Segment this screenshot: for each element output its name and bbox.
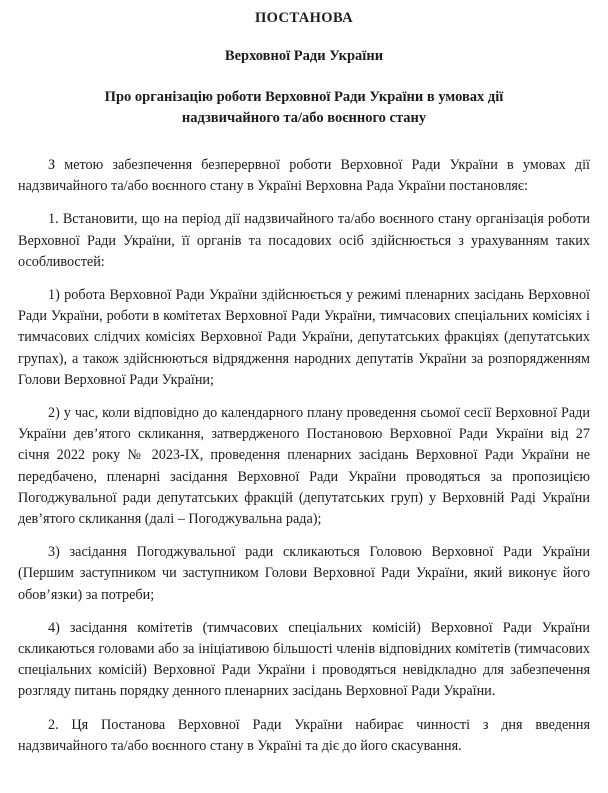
document-heading: [69, 87, 539, 129]
paragraph-clause-2: 2. Ця Постанова Верховної Ради України набирає чинності з дня введення надзвичайного та/або воєнного стану в Україні та діє до його скасування.: [18, 716, 590, 754]
paragraph-preamble: З метою забезпечення безперервної роботи Верховної Ради України в умовах дії надзвичайного та/або воєнного стану в Україні Верховна Рада України постановляє:: [18, 157, 590, 195]
document-subtitle: Верховної Ради України: [224, 48, 384, 64]
document-body: [18, 0, 590, 757]
paragraph-subclause-4: 4) засідання комітетів (тимчасових спеціальних комісій) Верховної Ради України скликаються головами або за ініціативою більшості членів відповідних комітетів (тимчасових спеціальних комісій) Верховної Ради України і проводяться невідкладно для забезпечення розгляду питань порядку денного пленарних засідань Верховної Ради України.: [18, 619, 590, 700]
paragraph-subclause-3: 3) засідання Погоджувальної ради скликаються Головою Верховної Ради України (Першим заступником чи заступником Голови Верховної Ради України, який виконує його обов’язки) за потреби;: [18, 544, 590, 603]
paragraph-subclause-1: 1) робота Верховної Ради України здійснюється у режимі пленарних засідань Верховної Ради України, роботи в комітетах Верховної Ради України, тимчасових спеціальних комісіях і тимчасових слідчих комісіях Верховної Ради України, депутатських фракціях (депутатських групах), а також здійснюються відрядження народних депутатів України за розпорядженням Голови Верховної Ради України;: [18, 287, 590, 388]
paragraph-clause-1: 1. Встановити, що на період дії надзвичайного та/або воєнного стану організація роботи Верховної Ради України, її органів та посадових осіб здійснюється з урахуванням таких особливостей:: [18, 211, 590, 270]
document-heading-line-2: надзвичайного та/або воєнного стану: [181, 110, 427, 126]
document-heading-line-1: Про організацію роботи Верховної Ради України в умовах дії: [104, 89, 504, 105]
paragraph-subclause-2: 2) у час, коли відповідно до календарного плану проведення сьомої сесії Верховної Ради України дев’ятого скликання, затвердженого Постановою Верховної Ради України від 27 січня 2022 року № 2023-IX, проведення пленарних засідань Верховної Ради України не передбачено, пленарні засідання Верховної Ради України проводяться за пропозицією Погоджувальної ради депутатських фракцій (депутатських груп) у Верховній Раді України дев’ятого скликання (далі – Погоджувальна рада);: [18, 405, 590, 528]
document-content: [18, 155, 590, 757]
page-title: ПОСТАНОВА: [254, 10, 353, 26]
